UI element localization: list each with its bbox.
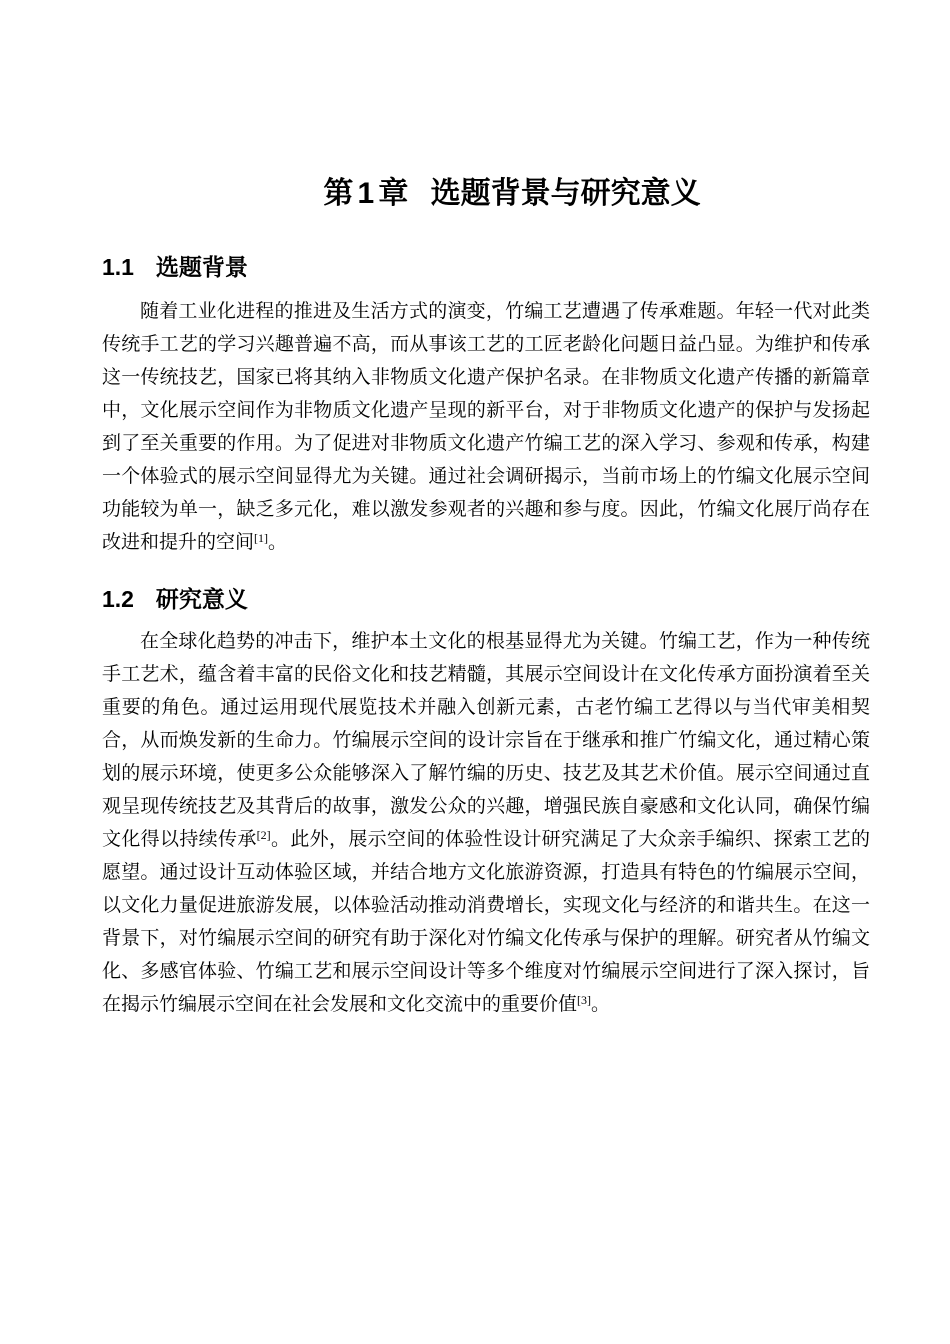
section-heading-1-2: [102, 585, 870, 613]
page-content: [102, 0, 870, 1021]
paragraph: [102, 625, 870, 1021]
citation-ref: [1]: [254, 531, 269, 545]
section-1-1: [102, 253, 870, 559]
citation-ref: [2]: [256, 828, 271, 842]
section-title: 选题背景: [155, 254, 248, 280]
paragraph: [102, 295, 870, 559]
chapter-title: [102, 176, 870, 212]
section-number: 1.1: [102, 254, 134, 280]
chapter-number: 第1章: [323, 177, 413, 210]
section-1-2: [102, 585, 870, 1021]
text-run: 在全球化趋势的冲击下，维护本土文化的根基显得尤为关键。竹编工艺，作为一种传统手工艺术，蕴含着丰富的民俗文化和技艺精髓，其展示空间设计在文化传承方面扮演着至关重要的角色。通过运用现代展览技术并融入创新元素，古老竹编工艺得以与当代审美相契合，从而焕发新的生命力。竹编展示空间的设计宗旨在于继承和推广竹编文化，通过精心策划的展示环境，使更多公众能够深入了解竹编的历史、技艺及其艺术价值。展示空间通过直观呈现传统技艺及其背后的故事，激发公众的兴趣，增强民族自豪感和文化认同，确保竹编文化得以持续传承: [102, 631, 870, 850]
text-run: 。此外，展示空间的体验性设计研究满足了大众亲手编织、探索工艺的愿望。通过设计互动体验区域，并结合地方文化旅游资源，打造具有特色的竹编展示空间，以文化力量促进旅游发展，以体验活动推动消费增长，实现文化与经济的和谐共生。在这一背景下，对竹编展示空间的研究有助于深化对竹编文化传承与保护的理解。研究者从竹编文化、多感官体验、竹编工艺和展示空间设计等多个维度对竹编展示空间进行了深入探讨，旨在揭示竹编展示空间在社会发展和文化交流中的重要价值: [102, 829, 870, 1015]
section-heading-1-1: [102, 253, 870, 281]
chapter-name: 选题背景与研究意义: [430, 177, 701, 210]
citation-ref: [3]: [577, 993, 592, 1007]
section-number: 1.2: [102, 586, 134, 612]
text-run: 。: [268, 532, 288, 553]
section-title: 研究意义: [155, 586, 248, 612]
text-run: 。: [591, 994, 611, 1015]
text-run: 随着工业化进程的推进及生活方式的演变，竹编工艺遭遇了传承难题。年轻一代对此类传统手工艺的学习兴趣普遍不高，而从事该工艺的工匠老龄化问题日益凸显。为维护和传承这一传统技艺，国家已将其纳入非物质文化遗产保护名录。在非物质文化遗产传播的新篇章中，文化展示空间作为非物质文化遗产呈现的新平台，对于非物质文化遗产的保护与发扬起到了至关重要的作用。为了促进对非物质文化遗产竹编工艺的深入学习、参观和传承，构建一个体验式的展示空间显得尤为关键。通过社会调研揭示，当前市场上的竹编文化展示空间功能较为单一，缺乏多元化，难以激发参观者的兴趣和参与度。因此，竹编文化展厅尚存在改进和提升的空间: [102, 301, 870, 553]
